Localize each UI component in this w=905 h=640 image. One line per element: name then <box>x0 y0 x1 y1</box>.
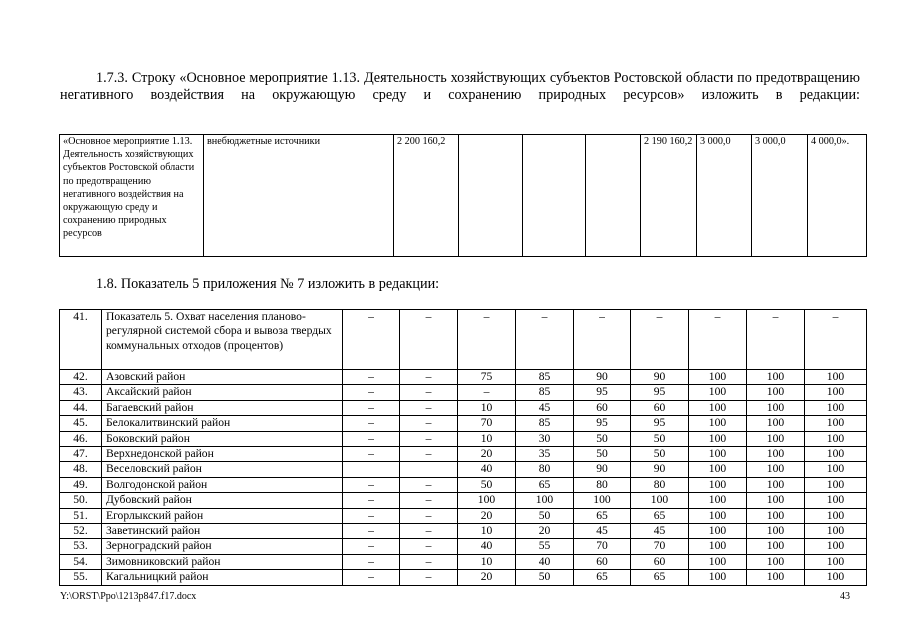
value-cell: – <box>343 310 400 370</box>
row-number: 42. <box>60 370 102 385</box>
value-cell: – <box>400 447 458 462</box>
row-number: 52. <box>60 524 102 539</box>
value-cell: 85 <box>516 385 574 400</box>
value-cell: 100 <box>747 493 805 508</box>
row-number: 44. <box>60 400 102 415</box>
value-cell: 100 <box>805 554 867 569</box>
table-row <box>60 477 867 492</box>
paragraph-2: 1.8. Показатель 5 приложения № 7 изложить в редакции: <box>96 276 440 292</box>
value-cell: 65 <box>631 570 689 585</box>
value-cell: 65 <box>516 477 574 492</box>
value-cell: 100 <box>747 477 805 492</box>
district-name: Боковский район <box>102 431 343 446</box>
value-cell: – <box>343 431 400 446</box>
value-cell: 100 <box>805 385 867 400</box>
district-name: Кагальницкий район <box>102 570 343 585</box>
row-number: 48. <box>60 462 102 477</box>
value-cell: 60 <box>631 554 689 569</box>
table-row <box>60 539 867 554</box>
paragraph-1: 1.7.3. Строку «Основное мероприятие 1.13. Деятельность хозяйствующих субъектов Ростовской области по предотвращению негативного воздействия на окружающую среду и сохранению природных ресурсов» изложить в редакции: <box>60 70 860 103</box>
value-cell: 65 <box>631 508 689 523</box>
table-row <box>60 524 867 539</box>
value-cell: 100 <box>689 477 747 492</box>
value-cell: 100 <box>689 508 747 523</box>
value-cell: – <box>805 310 867 370</box>
value-cell <box>400 462 458 477</box>
table-row <box>60 400 867 415</box>
value-cell: 100 <box>689 462 747 477</box>
value-cell: 100 <box>805 400 867 415</box>
district-name: Веселовский район <box>102 462 343 477</box>
district-name: Зерноградский район <box>102 539 343 554</box>
table-2 <box>59 309 867 586</box>
value-cell: 100 <box>689 370 747 385</box>
value-cell: 50 <box>516 570 574 585</box>
value-cell: 100 <box>805 447 867 462</box>
value-cell: – <box>400 493 458 508</box>
value-cell: 45 <box>516 400 574 415</box>
table-row <box>60 447 867 462</box>
value-cell: 100 <box>747 554 805 569</box>
value-cell: – <box>343 554 400 569</box>
row-number: 41. <box>60 310 102 370</box>
value-cell: 45 <box>574 524 631 539</box>
value-cell: – <box>400 539 458 554</box>
value-cell: 100 <box>805 370 867 385</box>
value-cell: 80 <box>516 462 574 477</box>
value-cell: – <box>400 570 458 585</box>
value-cell: 100 <box>747 431 805 446</box>
value-cell: 100 <box>689 431 747 446</box>
district-name: Багаевский район <box>102 400 343 415</box>
value-cell: 100 <box>689 400 747 415</box>
value-cell: – <box>400 400 458 415</box>
value-cell: 65 <box>574 570 631 585</box>
value-cell: 40 <box>458 539 516 554</box>
value-cell: – <box>400 524 458 539</box>
value-cell: 75 <box>458 370 516 385</box>
value-cell: 100 <box>689 524 747 539</box>
value-cell: 100 <box>747 508 805 523</box>
row-number: 46. <box>60 431 102 446</box>
value-cell: 35 <box>516 447 574 462</box>
value-cell: – <box>631 310 689 370</box>
table-row <box>60 493 867 508</box>
value-cell: – <box>343 524 400 539</box>
value-cell: 100 <box>689 416 747 431</box>
value-cell: 50 <box>516 508 574 523</box>
t1-cell-8: 3 000,0 <box>697 135 752 257</box>
value-cell: – <box>343 539 400 554</box>
value-cell: 100 <box>689 539 747 554</box>
value-cell: 95 <box>631 385 689 400</box>
district-name: Верхнедонской район <box>102 447 343 462</box>
t1-cell-activity: «Основное мероприятие 1.13. Деятельность хозяйствующих субъектов Ростовской области по предотвращению негативного воздействия на окружающую среду и сохранению природных ресурсов <box>60 135 204 257</box>
value-cell: – <box>343 400 400 415</box>
value-cell: – <box>400 554 458 569</box>
value-cell: 100 <box>805 524 867 539</box>
row-number: 51. <box>60 508 102 523</box>
value-cell: 60 <box>574 400 631 415</box>
district-name: Азовский район <box>102 370 343 385</box>
value-cell: 100 <box>805 431 867 446</box>
value-cell: 100 <box>747 416 805 431</box>
t1-cell-total: 2 200 160,2 <box>394 135 459 257</box>
t1-cell-source: внебюджетные источники <box>204 135 394 257</box>
row-number: 49. <box>60 477 102 492</box>
value-cell: 45 <box>631 524 689 539</box>
value-cell: 70 <box>631 539 689 554</box>
district-name: Егорлыкский район <box>102 508 343 523</box>
value-cell: 100 <box>747 385 805 400</box>
value-cell: 100 <box>805 570 867 585</box>
value-cell: 95 <box>631 416 689 431</box>
district-name: Волгодонской район <box>102 477 343 492</box>
value-cell: 100 <box>747 539 805 554</box>
value-cell: 80 <box>631 477 689 492</box>
value-cell: 80 <box>574 477 631 492</box>
row-number: 53. <box>60 539 102 554</box>
value-cell: – <box>516 310 574 370</box>
t1-cell-9: 3 000,0 <box>752 135 808 257</box>
value-cell: – <box>689 310 747 370</box>
value-cell: 100 <box>689 554 747 569</box>
footer-page-number: 43 <box>840 591 850 602</box>
table-row <box>60 370 867 385</box>
table-row <box>60 431 867 446</box>
value-cell: 60 <box>574 554 631 569</box>
value-cell: 50 <box>631 431 689 446</box>
table-row <box>60 310 867 370</box>
value-cell: 50 <box>458 477 516 492</box>
value-cell: 90 <box>631 462 689 477</box>
row-number: 54. <box>60 554 102 569</box>
indicator-name: Показатель 5. Охват населения планово-регулярной системой сбора и вывоза твердых коммунальных отходов (процентов) <box>102 310 343 370</box>
value-cell: 100 <box>747 370 805 385</box>
value-cell: 100 <box>689 447 747 462</box>
value-cell: 95 <box>574 385 631 400</box>
value-cell: 20 <box>458 447 516 462</box>
value-cell: – <box>458 310 516 370</box>
t1-cell-10: 4 000,0». <box>808 135 867 257</box>
value-cell: 10 <box>458 431 516 446</box>
district-name: Аксайский район <box>102 385 343 400</box>
value-cell: 20 <box>458 570 516 585</box>
table-row <box>60 508 867 523</box>
value-cell: 55 <box>516 539 574 554</box>
value-cell: 60 <box>631 400 689 415</box>
value-cell: – <box>747 310 805 370</box>
value-cell: 100 <box>689 570 747 585</box>
value-cell: – <box>400 310 458 370</box>
value-cell: – <box>400 431 458 446</box>
table-row <box>60 462 867 477</box>
t1-cell-4 <box>459 135 523 257</box>
value-cell: 100 <box>747 462 805 477</box>
value-cell: 40 <box>458 462 516 477</box>
value-cell: 100 <box>747 524 805 539</box>
value-cell: 20 <box>458 508 516 523</box>
value-cell: – <box>343 477 400 492</box>
value-cell: 50 <box>574 431 631 446</box>
value-cell: 100 <box>689 493 747 508</box>
value-cell: – <box>458 385 516 400</box>
t1-cell-7: 2 190 160,2 <box>641 135 697 257</box>
district-name: Дубовский район <box>102 493 343 508</box>
value-cell: – <box>574 310 631 370</box>
value-cell: – <box>343 447 400 462</box>
value-cell: 20 <box>516 524 574 539</box>
value-cell: 85 <box>516 370 574 385</box>
value-cell: – <box>343 508 400 523</box>
value-cell: 100 <box>747 400 805 415</box>
footer-file-path: Y:\ORST\Ppo\1213p847.f17.docx <box>60 591 197 602</box>
value-cell: 90 <box>574 370 631 385</box>
value-cell: 100 <box>805 477 867 492</box>
value-cell: – <box>400 508 458 523</box>
value-cell: – <box>343 385 400 400</box>
value-cell: 95 <box>574 416 631 431</box>
value-cell: 100 <box>805 508 867 523</box>
value-cell: – <box>400 477 458 492</box>
value-cell: – <box>343 416 400 431</box>
value-cell <box>343 462 400 477</box>
district-name: Белокалитвинский район <box>102 416 343 431</box>
value-cell: 90 <box>631 370 689 385</box>
value-cell: – <box>400 416 458 431</box>
value-cell: 30 <box>516 431 574 446</box>
value-cell: 70 <box>458 416 516 431</box>
t1-cell-5 <box>523 135 586 257</box>
table-row <box>60 570 867 585</box>
value-cell: – <box>343 493 400 508</box>
value-cell: 100 <box>516 493 574 508</box>
value-cell: 100 <box>631 493 689 508</box>
table-row <box>60 554 867 569</box>
table-row <box>60 416 867 431</box>
t1-cell-6 <box>586 135 641 257</box>
value-cell: – <box>400 385 458 400</box>
value-cell: 90 <box>574 462 631 477</box>
row-number: 55. <box>60 570 102 585</box>
value-cell: 100 <box>747 570 805 585</box>
value-cell: – <box>343 370 400 385</box>
table-1 <box>59 134 867 257</box>
value-cell: 100 <box>458 493 516 508</box>
value-cell: – <box>343 570 400 585</box>
value-cell: 40 <box>516 554 574 569</box>
value-cell: 10 <box>458 554 516 569</box>
row-number: 45. <box>60 416 102 431</box>
value-cell: 85 <box>516 416 574 431</box>
value-cell: 100 <box>574 493 631 508</box>
value-cell: 50 <box>631 447 689 462</box>
value-cell: 100 <box>805 416 867 431</box>
value-cell: 70 <box>574 539 631 554</box>
value-cell: – <box>400 370 458 385</box>
value-cell: 50 <box>574 447 631 462</box>
value-cell: 100 <box>747 447 805 462</box>
value-cell: 100 <box>805 493 867 508</box>
value-cell: 10 <box>458 400 516 415</box>
value-cell: 65 <box>574 508 631 523</box>
district-name: Зимовниковский район <box>102 554 343 569</box>
value-cell: 100 <box>805 539 867 554</box>
district-name: Заветинский район <box>102 524 343 539</box>
value-cell: 100 <box>689 385 747 400</box>
value-cell: 100 <box>805 462 867 477</box>
row-number: 47. <box>60 447 102 462</box>
row-number: 43. <box>60 385 102 400</box>
table-row <box>60 385 867 400</box>
value-cell: 10 <box>458 524 516 539</box>
row-number: 50. <box>60 493 102 508</box>
